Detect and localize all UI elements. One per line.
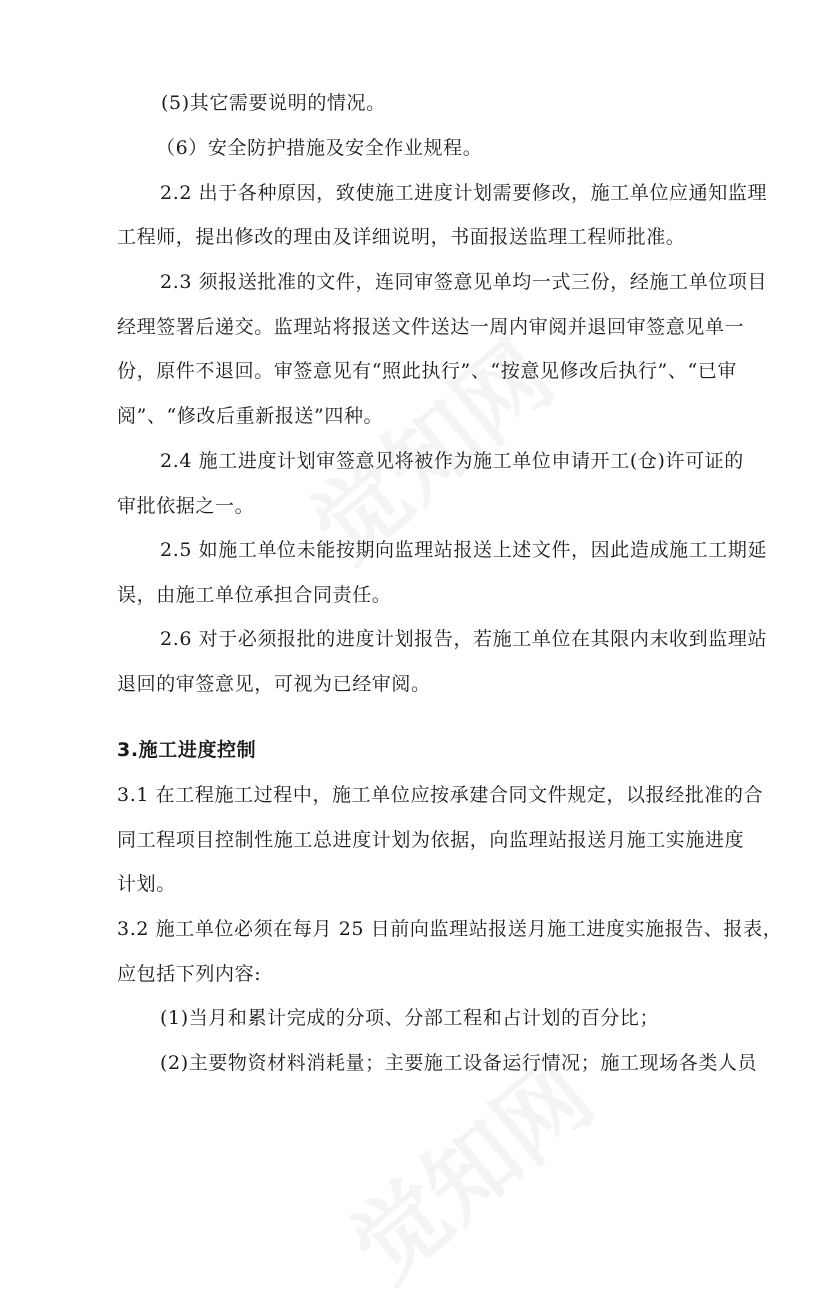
- text-line-2-4-b: 审批依据之一。: [117, 495, 255, 517]
- text-line-2-2-a: 2.2 出于各种原因，致使施工进度计划需要修改，施工单位应通知监理: [160, 182, 768, 204]
- text-line-item-5: (5)其它需要说明的情况。: [161, 92, 386, 114]
- section-heading-3: 3.施工进度控制: [117, 739, 257, 761]
- text-line-3-1-b: 同工程项目控制性施工总进度计划为依据，向监理站报送月施工实施进度: [117, 829, 745, 851]
- text-line-2-3-b: 经理签署后递交。监理站将报送文件送达一周内审阅并退回审签意见单一: [117, 316, 745, 338]
- text-line-3-2-b: 应包括下列内容:: [117, 963, 262, 985]
- text-line-2-6-a: 2.6 对于必须报批的进度计划报告，若施工单位在其限内末收到监理站: [160, 628, 768, 650]
- text-line-2-3-a: 2.3 须报送批准的文件，连同审签意见单均一式三份，经施工单位项目: [160, 271, 768, 293]
- text-line-list-item-2: (2)主要物资材料消耗量；主要施工设备运行情况；施工现场各类人员: [160, 1052, 758, 1074]
- text-line-2-2-b: 工程师，提出修改的理由及详细说明，书面报送监理工程师批准。: [117, 226, 686, 248]
- text-line-3-2-a: 3.2 施工单位必须在每月 25 日前向监理站报送月施工进度实施报告、报表，: [117, 918, 783, 940]
- text-line-3-1-c: 计划。: [117, 873, 176, 895]
- text-line-list-item-1: (1)当月和累计完成的分项、分部工程和占计划的百分比；: [160, 1007, 660, 1029]
- text-line-item-6: （6）安全防护措施及安全作业规程。: [156, 137, 483, 159]
- text-line-2-3-d: 阅”、“修改后重新报送”四种。: [117, 405, 384, 427]
- text-line-2-4-a: 2.4 施工进度计划审签意见将被作为施工单位申请开工(仓)许可证的: [160, 450, 744, 472]
- text-line-2-5-b: 误，由施工单位承担合同责任。: [117, 584, 392, 606]
- text-line-2-6-b: 退回的审签意见，可视为已经审阅。: [117, 673, 431, 695]
- text-line-2-3-c: 份，原件不退回。审签意见有“照此执行”、“按意见修改后执行”、“已审: [117, 360, 737, 382]
- text-line-2-5-a: 2.5 如施工单位未能按期向监理站报送上述文件，因此造成施工工期延: [160, 539, 768, 561]
- text-line-3-1-a: 3.1 在工程施工过程中，施工单位应按承建合同文件规定，以报经批准的合: [117, 784, 764, 806]
